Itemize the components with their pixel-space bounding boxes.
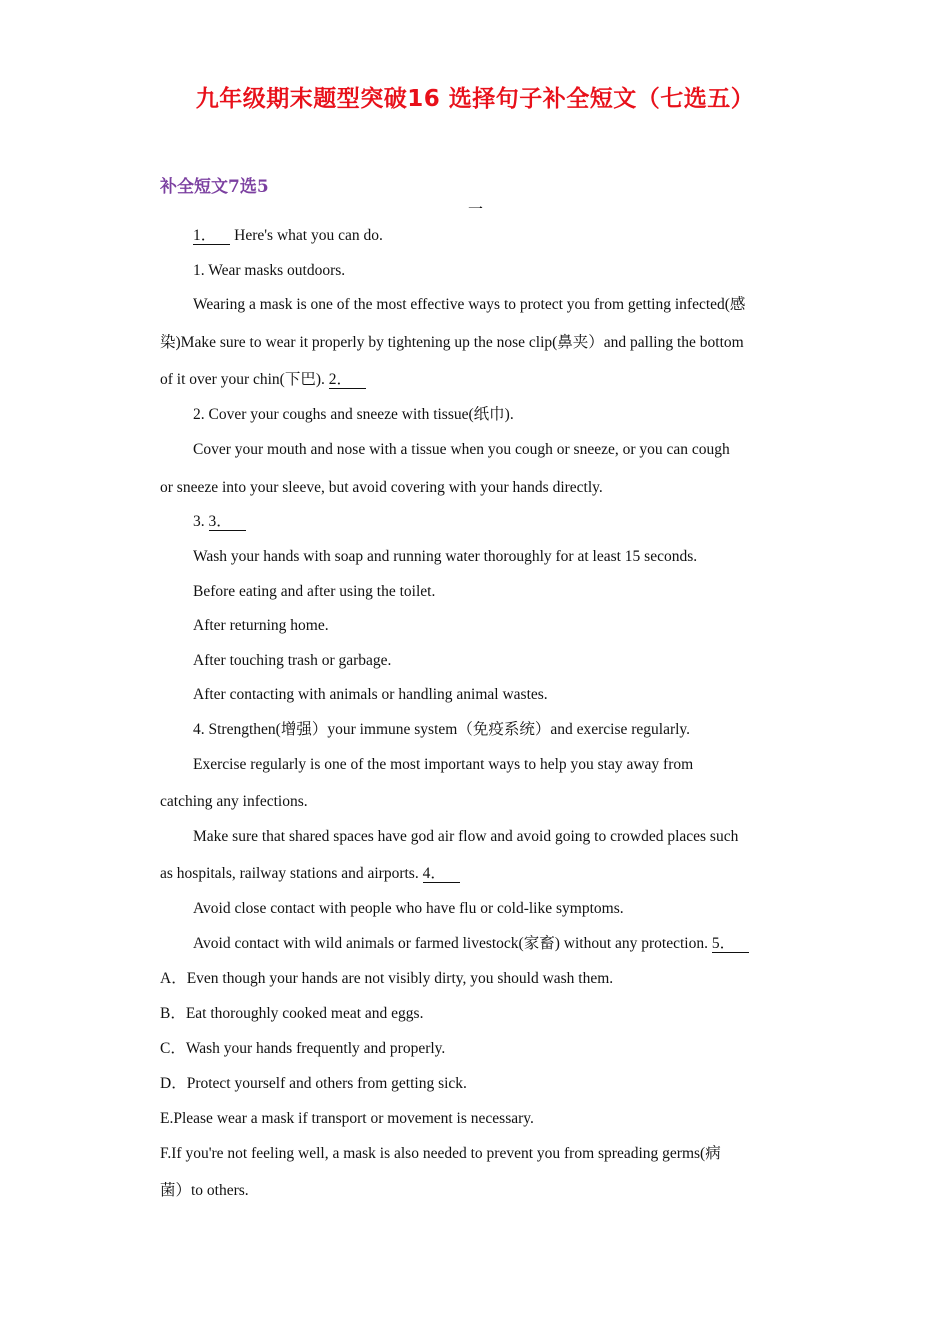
passage-line: 2. Cover your coughs and sneeze with tissue(纸巾). xyxy=(193,406,514,423)
passage-text: Here's what you can do. xyxy=(234,227,383,244)
passage-line: Avoid close contact with people who have flu or cold-like symptoms. xyxy=(193,900,624,917)
blank-2: 2． xyxy=(329,371,366,389)
option-e: E.Please wear a mask if transport or movement is necessary. xyxy=(160,1110,534,1127)
passage-line: Exercise regularly is one of the most important ways to help you stay away from xyxy=(193,756,694,773)
passage-line: Wash your hands with soap and running water thoroughly for at least 15 seconds. xyxy=(193,548,698,565)
passage-line: After returning home. xyxy=(193,617,329,634)
passage-text: 3. xyxy=(193,513,205,530)
passage-line: or sneeze into your sleeve, but avoid covering with your hands directly. xyxy=(160,479,603,496)
passage-line: catching any infections. xyxy=(160,793,308,810)
passage-line: Before eating and after using the toilet. xyxy=(193,583,436,600)
section-heading: 补全短文7选5 xyxy=(160,177,269,197)
passage-line: 4. Strengthen(增强）your immune system（免疫系统）and exercise regularly. xyxy=(193,721,691,738)
part-number: 一 xyxy=(468,202,484,218)
passage-line: After touching trash or garbage. xyxy=(193,652,392,669)
option-c: C．Wash your hands frequently and properly. xyxy=(160,1040,446,1057)
passage-line xyxy=(193,512,246,532)
blank-3: 3． xyxy=(209,513,246,531)
passage-line xyxy=(160,864,460,884)
document-title: 九年级期末题型突破16 选择句子补全短文（七选五） xyxy=(195,86,755,112)
passage-text: of it over your chin(下巴). xyxy=(160,371,325,388)
option-f-continued: 菌）to others. xyxy=(160,1182,249,1199)
option-f: F.If you're not feeling well, a mask is also needed to prevent you from spreading germs(病 xyxy=(160,1145,721,1162)
passage-line xyxy=(160,370,366,390)
option-b: B．Eat thoroughly cooked meat and eggs. xyxy=(160,1005,424,1022)
passage-line: 1. Wear masks outdoors. xyxy=(193,262,346,279)
option-a: A．Even though your hands are not visibly dirty, you should wash them. xyxy=(160,970,614,987)
blank-4: 4． xyxy=(423,865,460,883)
passage-line xyxy=(193,226,383,246)
blank-1: 1． xyxy=(193,227,230,245)
passage-line: Cover your mouth and nose with a tissue when you cough or sneeze, or you can cough xyxy=(193,441,730,458)
passage-line: 染)Make sure to wear it properly by tightening up the nose clip(鼻夹）and palling the bottom xyxy=(160,334,744,351)
blank-5: 5． xyxy=(712,935,749,953)
passage-line xyxy=(193,934,749,954)
passage-line: Wearing a mask is one of the most effective ways to protect you from getting infected(感 xyxy=(193,296,746,313)
passage-line: Make sure that shared spaces have god air flow and avoid going to crowded places such xyxy=(193,828,739,845)
passage-text: Avoid contact with wild animals or farmed livestock(家畜) without any protection. xyxy=(193,935,708,952)
option-d: D．Protect yourself and others from getting sick. xyxy=(160,1075,467,1092)
passage-text: as hospitals, railway stations and airports. xyxy=(160,865,419,882)
passage-line: After contacting with animals or handling animal wastes. xyxy=(193,686,548,703)
